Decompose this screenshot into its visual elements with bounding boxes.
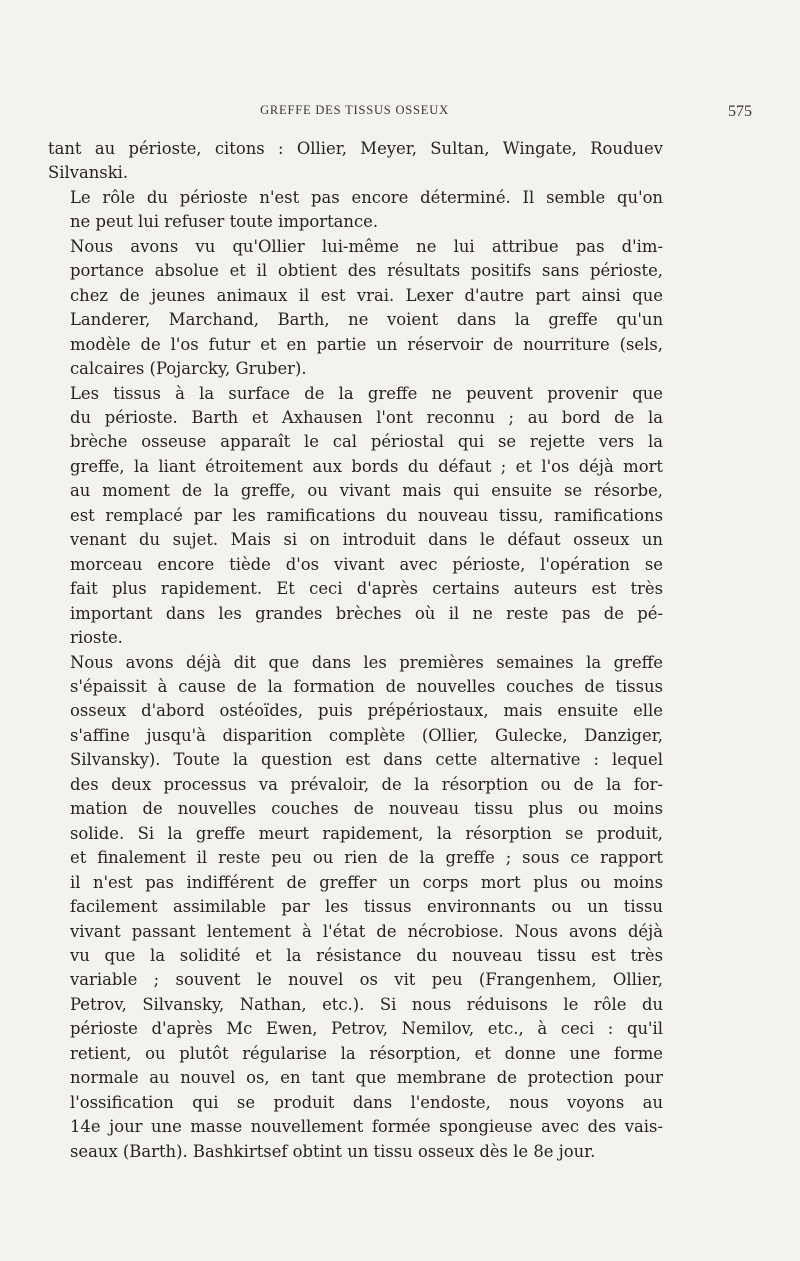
text-line: seaux (Barth). Bashkirtsef obtint un tissu osseux dès le 8e jour. bbox=[70, 1141, 596, 1161]
text-line: l'ossification qui se produit dans l'endoste, nous voyons au bbox=[70, 1092, 663, 1112]
text-line: et finalement il reste peu ou rien de la greffe ; sous ce rapport bbox=[70, 848, 663, 868]
text-line: 14e jour une masse nouvellement formée spongieuse avec des vais- bbox=[70, 1117, 663, 1137]
text-line: mation de nouvelles couches de nouveau tissu plus ou moins bbox=[70, 799, 663, 819]
running-title: GREFFE DES TISSUS OSSEUX bbox=[260, 103, 449, 117]
text-line: s'épaissit à cause de la formation de nouvelles couches de tissus bbox=[70, 676, 663, 696]
text-line: tant au périoste, citons : Ollier, Meyer, Sultan, Wingate, Rouduev bbox=[48, 139, 663, 158]
text-line: Silvansky). Toute la question est dans cette alternative : lequel bbox=[70, 750, 663, 770]
text-line: Petrov, Silvansky, Nathan, etc.). Si nous réduisons le rôle du bbox=[70, 994, 663, 1014]
text-line: Le rôle du périoste n'est pas encore déterminé. Il semble qu'on bbox=[70, 187, 663, 207]
text-line: fait plus rapidement. Et ceci d'après certains auteurs est très bbox=[70, 579, 663, 599]
text-line: venant du sujet. Mais si on introduit dans le défaut osseux un bbox=[70, 530, 663, 550]
text-line: vu que la solidité et la résistance du nouveau tissu est très bbox=[70, 945, 663, 965]
text-line: Landerer, Marchand, Barth, ne voient dans la greffe qu'un bbox=[70, 310, 663, 330]
text-line: solide. Si la greffe meurt rapidement, la résorption se produit, bbox=[70, 823, 663, 843]
page-number: 575 bbox=[728, 103, 752, 120]
text-line: chez de jeunes animaux il est vrai. Lexer d'autre part ainsi que bbox=[70, 285, 663, 305]
text-line: ne peut lui refuser toute importance. bbox=[70, 212, 379, 232]
text-line: important dans les grandes brèches où il ne reste pas de pé- bbox=[70, 603, 663, 623]
paragraph bbox=[48, 382, 663, 651]
text-line: des deux processus va prévaloir, de la résorption ou de la for- bbox=[70, 774, 663, 794]
text-line: Nous avons vu qu'Ollier lui-même ne lui attribue pas d'im- bbox=[70, 236, 663, 256]
text-line: rioste. bbox=[70, 628, 123, 648]
text-line: facilement assimilable par les tissus environnants ou un tissu bbox=[70, 897, 663, 917]
text-line: retient, ou plutôt régularise la résorption, et donne une forme bbox=[70, 1043, 663, 1063]
text-line: calcaires (Pojarcky, Gruber). bbox=[70, 359, 307, 379]
text-line: greffe, la liant étroitement aux bords du défaut ; et l'os déjà mort bbox=[70, 456, 663, 476]
text-line: morceau encore tiède d'os vivant avec périoste, l'opération se bbox=[70, 554, 663, 574]
text-line: Nous avons déjà dit que dans les premières semaines la greffe bbox=[70, 652, 663, 672]
text-line: Silvanski. bbox=[48, 163, 129, 183]
text-line: brèche osseuse apparaît le cal périostal qui se rejette vers la bbox=[70, 432, 663, 452]
text-line: portance absolue et il obtient des résultats positifs sans périoste, bbox=[70, 261, 663, 281]
body-text bbox=[48, 137, 663, 1164]
text-line: variable ; souvent le nouvel os vit peu (Frangenhem, Ollier, bbox=[70, 970, 663, 990]
text-line: osseux d'abord ostéoïdes, puis prépériostaux, mais ensuite elle bbox=[70, 701, 663, 721]
text-line: Les tissus à la surface de la greffe ne peuvent provenir que bbox=[70, 383, 663, 403]
paragraph bbox=[48, 137, 663, 186]
text-line: il n'est pas indifférent de greffer un corps mort plus ou moins bbox=[70, 872, 663, 892]
paragraph bbox=[48, 651, 663, 1165]
text-line: vivant passant lentement à l'état de nécrobiose. Nous avons déjà bbox=[70, 921, 663, 941]
text-line: du périoste. Barth et Axhausen l'ont reconnu ; au bord de la bbox=[70, 407, 663, 427]
text-line: périoste d'après Mc Ewen, Petrov, Nemilov, etc., à ceci : qu'il bbox=[70, 1019, 663, 1039]
text-line: s'affine jusqu'à disparition complète (Ollier, Gulecke, Danziger, bbox=[70, 725, 663, 745]
text-line: est remplacé par les ramifications du nouveau tissu, ramifications bbox=[70, 505, 663, 525]
text-line: modèle de l'os futur et en partie un réservoir de nourriture (sels, bbox=[70, 334, 663, 354]
running-head bbox=[48, 103, 661, 123]
text-line: normale au nouvel os, en tant que membrane de protection pour bbox=[70, 1068, 663, 1088]
text-line: au moment de la greffe, ou vivant mais qui ensuite se résorbe, bbox=[70, 481, 663, 501]
paragraph bbox=[48, 235, 663, 382]
paragraph bbox=[48, 186, 663, 235]
